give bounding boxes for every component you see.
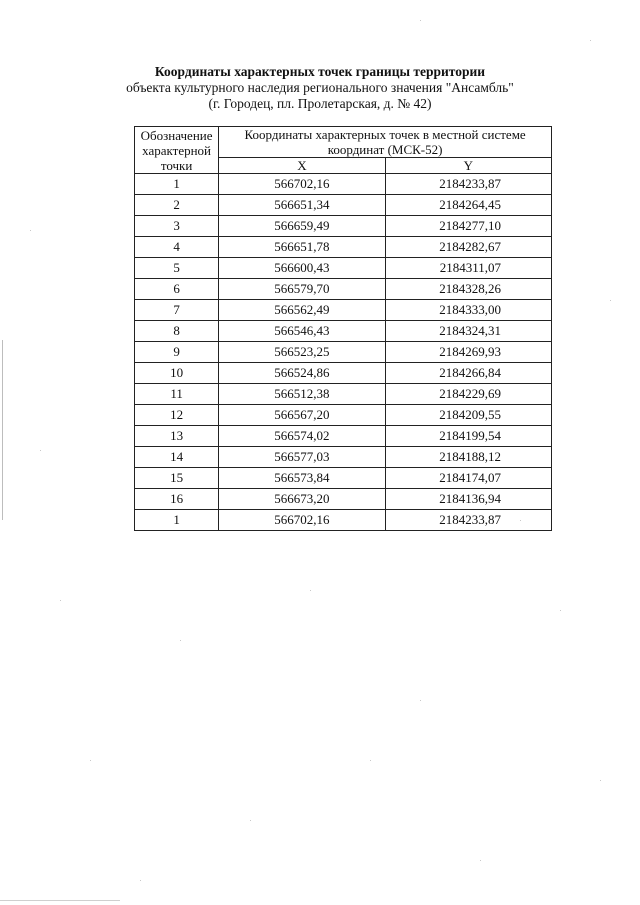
x-coordinate-cell: 566651,34 — [219, 195, 385, 216]
y-coordinate-cell: 2184233,87 — [385, 174, 551, 195]
y-coordinate-cell: 2184209,55 — [385, 405, 551, 426]
table-row — [135, 237, 552, 258]
y-coordinate-cell: 2184264,45 — [385, 195, 551, 216]
point-cell: 12 — [135, 405, 219, 426]
point-cell: 3 — [135, 216, 219, 237]
table-row — [135, 342, 552, 363]
table-row — [135, 300, 552, 321]
y-coordinate-cell: 2184136,94 — [385, 489, 551, 510]
y-coordinate-cell: 2184233,87 — [385, 510, 551, 531]
scan-speck — [310, 590, 311, 591]
scan-speck — [520, 520, 521, 521]
scan-speck — [420, 700, 421, 701]
table-row — [135, 216, 552, 237]
table-row — [135, 363, 552, 384]
scan-speck — [90, 760, 91, 761]
point-cell: 10 — [135, 363, 219, 384]
header-point-designation — [135, 127, 219, 174]
header-point-text: точки — [160, 157, 193, 173]
x-coordinate-cell: 566659,49 — [219, 216, 385, 237]
point-cell: 15 — [135, 468, 219, 489]
point-cell: 16 — [135, 489, 219, 510]
point-cell: 1 — [135, 174, 219, 195]
scan-speck — [250, 820, 251, 821]
table-row — [135, 195, 552, 216]
scan-edge-mark — [2, 340, 3, 520]
x-coordinate-cell: 566651,78 — [219, 237, 385, 258]
document-title: Координаты характерных точек границы территории — [154, 64, 486, 79]
x-coordinate-cell: 566673,20 — [219, 489, 385, 510]
scan-speck — [590, 40, 591, 41]
scan-speck — [40, 450, 41, 451]
scan-speck — [180, 640, 181, 641]
x-coordinate-cell: 566562,49 — [219, 300, 385, 321]
point-cell: 14 — [135, 447, 219, 468]
x-coordinate-cell: 566574,02 — [219, 426, 385, 447]
y-coordinate-cell: 2184277,10 — [385, 216, 551, 237]
header-point-text: характерной — [142, 142, 212, 158]
scan-speck — [420, 20, 421, 21]
table-row — [135, 510, 552, 531]
table-row — [135, 405, 552, 426]
table-row — [135, 426, 552, 447]
scan-speck — [480, 860, 481, 861]
table-row — [135, 174, 552, 195]
document-subtitle: объекта культурного наследия регионального значения "Ансамбль" — [126, 80, 514, 95]
x-coordinate-cell: 566523,25 — [219, 342, 385, 363]
y-coordinate-cell: 2184333,00 — [385, 300, 551, 321]
point-cell: 2 — [135, 195, 219, 216]
point-cell: 6 — [135, 279, 219, 300]
point-cell: 1 — [135, 510, 219, 531]
point-cell: 7 — [135, 300, 219, 321]
header-coords-text: Координаты характерных точек в местной системе — [244, 127, 526, 142]
point-cell: 9 — [135, 342, 219, 363]
y-coordinate-cell: 2184174,07 — [385, 468, 551, 489]
table-row — [135, 258, 552, 279]
y-coordinate-cell: 2184324,31 — [385, 321, 551, 342]
point-cell: 4 — [135, 237, 219, 258]
point-cell: 13 — [135, 426, 219, 447]
x-coordinate-cell: 566702,16 — [219, 174, 385, 195]
document-heading — [0, 64, 640, 112]
table-row — [135, 447, 552, 468]
x-coordinate-cell: 566579,70 — [219, 279, 385, 300]
x-coordinate-cell: 566573,84 — [219, 468, 385, 489]
header-y: Y — [385, 158, 551, 174]
header-coords-text: координат (МСК-52) — [327, 142, 443, 157]
scan-speck — [610, 300, 611, 301]
table-row — [135, 321, 552, 342]
table-header-row — [135, 127, 552, 158]
scan-speck — [560, 610, 561, 611]
y-coordinate-cell: 2184229,69 — [385, 384, 551, 405]
y-coordinate-cell: 2184199,54 — [385, 426, 551, 447]
scan-speck — [30, 230, 31, 231]
y-coordinate-cell: 2184269,93 — [385, 342, 551, 363]
header-x: X — [219, 158, 385, 174]
point-cell: 5 — [135, 258, 219, 279]
y-coordinate-cell: 2184188,12 — [385, 447, 551, 468]
table-row — [135, 279, 552, 300]
header-coordinates-system — [219, 127, 552, 158]
x-coordinate-cell: 566512,38 — [219, 384, 385, 405]
x-coordinate-cell: 566567,20 — [219, 405, 385, 426]
table-row — [135, 489, 552, 510]
coordinates-table-body — [135, 174, 552, 531]
scan-speck — [370, 760, 371, 761]
scan-edge-mark — [0, 900, 120, 901]
document-address: (г. Городец, пл. Пролетарская, д. № 42) — [208, 96, 432, 111]
x-coordinate-cell: 566600,43 — [219, 258, 385, 279]
x-coordinate-cell: 566702,16 — [219, 510, 385, 531]
scan-speck — [140, 880, 141, 881]
x-coordinate-cell: 566524,86 — [219, 363, 385, 384]
y-coordinate-cell: 2184328,26 — [385, 279, 551, 300]
point-cell: 11 — [135, 384, 219, 405]
coordinates-table — [134, 126, 552, 531]
header-point-text: Обозначение — [140, 127, 213, 143]
y-coordinate-cell: 2184311,07 — [385, 258, 551, 279]
table-row — [135, 468, 552, 489]
point-cell: 8 — [135, 321, 219, 342]
y-coordinate-cell: 2184282,67 — [385, 237, 551, 258]
x-coordinate-cell: 566546,43 — [219, 321, 385, 342]
scan-speck — [60, 600, 61, 601]
scan-speck — [600, 780, 601, 781]
x-coordinate-cell: 566577,03 — [219, 447, 385, 468]
y-coordinate-cell: 2184266,84 — [385, 363, 551, 384]
table-row — [135, 384, 552, 405]
